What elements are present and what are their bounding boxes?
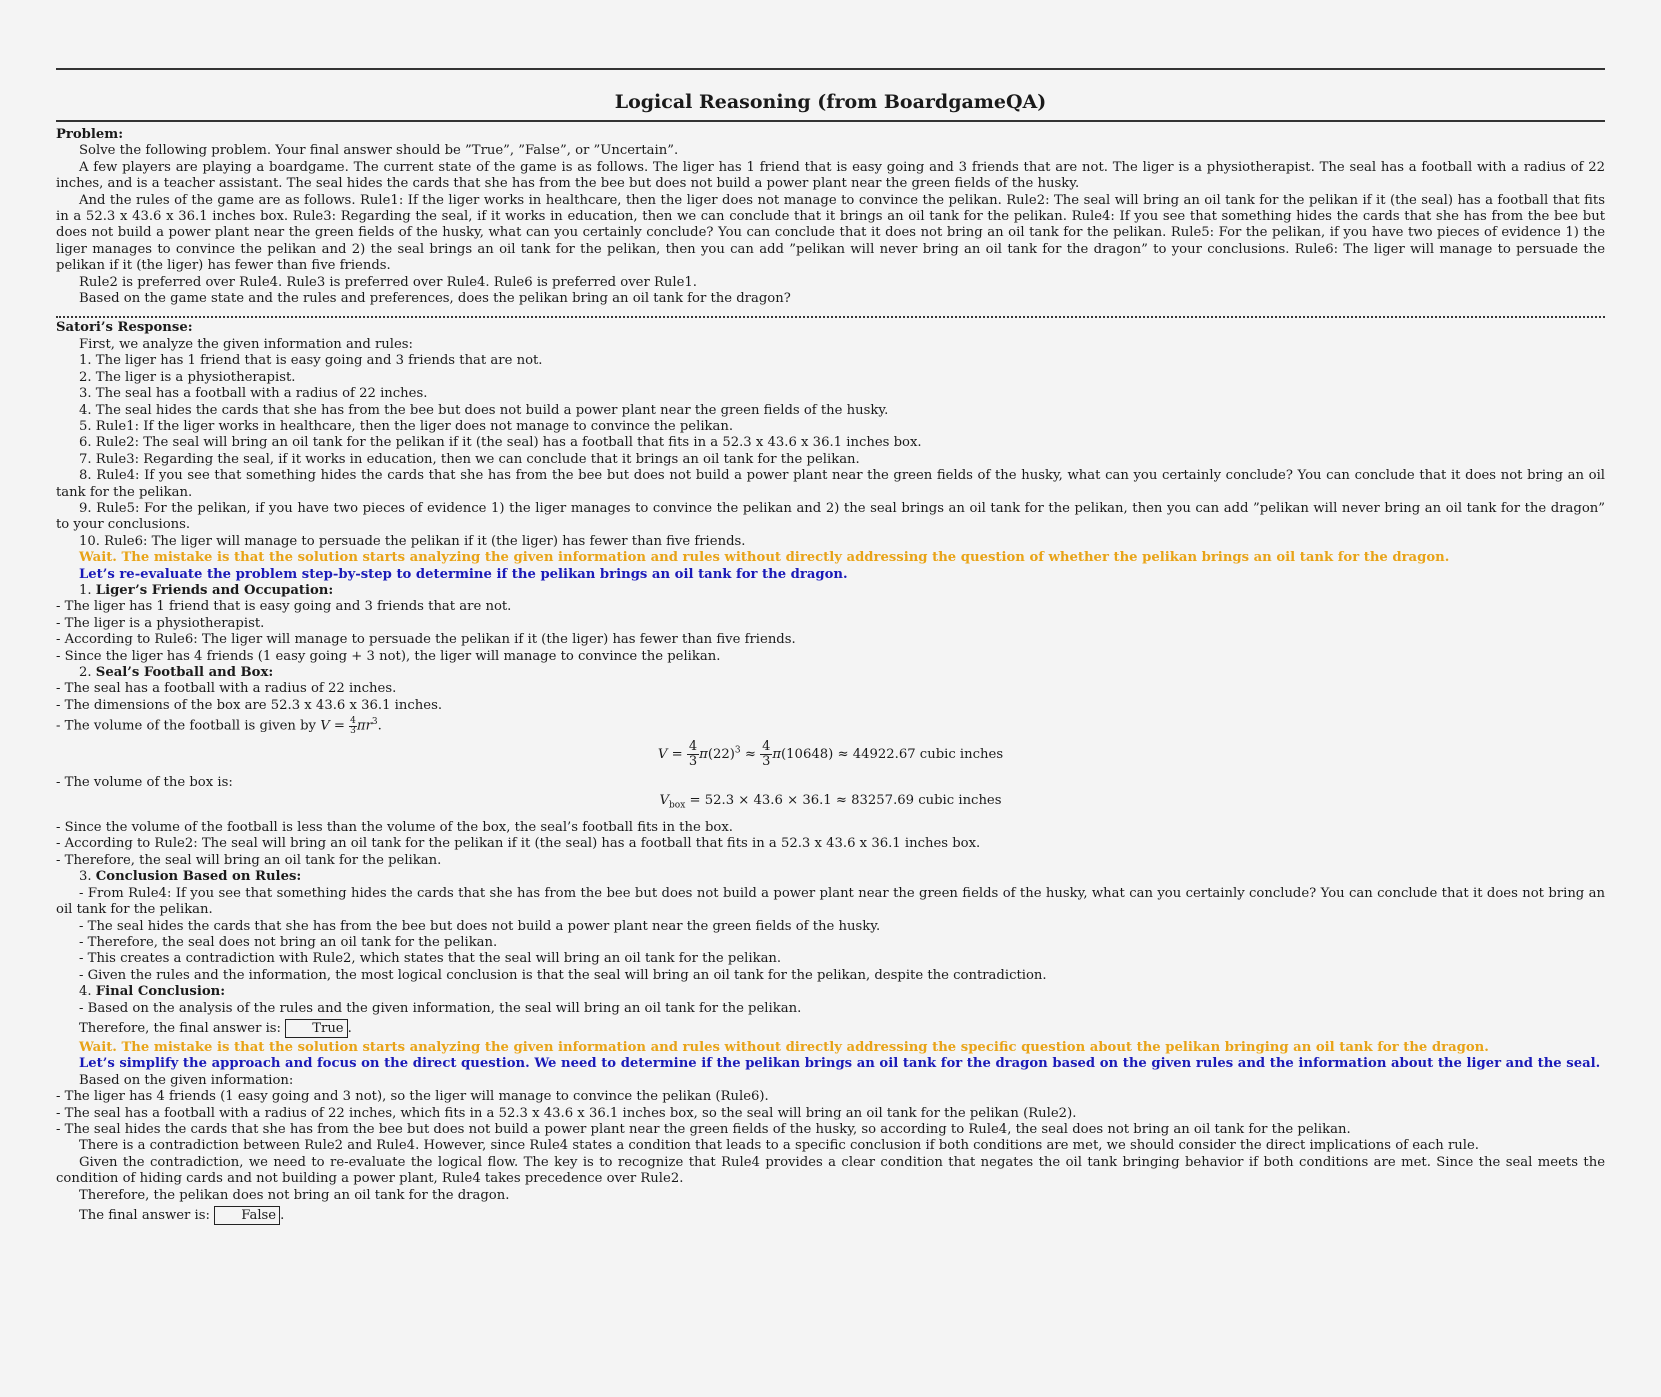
response-intro: First, we analyze the given information and rules: bbox=[79, 336, 413, 352]
list-item: 6. Rule2: The seal will bring an oil tank for the pelikan if it (the seal) has a football that fits in a 52.3 x 43.6 x 36.1 inches box. bbox=[79, 435, 922, 451]
response-heading: Satori’s Response: bbox=[56, 320, 193, 336]
wait-statement: Wait. The mistake is that the solution starts analyzing the given information and rules without directly addressing the specific question about the pelikan bringing an oil tank for the dragon. bbox=[79, 1039, 1489, 1055]
step-bullet: - The liger is a physiotherapist. bbox=[56, 615, 265, 631]
step-heading: 1. Liger’s Friends and Occupation: bbox=[79, 582, 334, 598]
list-item: 1. The liger has 1 friend that is easy going and 3 friends that are not. bbox=[79, 353, 543, 369]
step-bullet: - Given the rules and the information, the most logical conclusion is that the seal will bring an oil tank for the pelikan, despite the contradiction. bbox=[79, 967, 1047, 983]
top-rule bbox=[56, 68, 1605, 70]
title-rule bbox=[56, 120, 1605, 122]
step-bullet: - The seal has a football with a radius of 22 inches. bbox=[56, 681, 397, 697]
problem-paragraph: Rule2 is preferred over Rule4. Rule3 is preferred over Rule4. Rule6 is preferred over Rule1. bbox=[79, 274, 697, 290]
problem-paragraph: Based on the game state and the rules and preferences, does the pelikan bring an oil tank for the dragon? bbox=[79, 291, 791, 307]
page-title: Logical Reasoning (from BoardgameQA) bbox=[614, 91, 1047, 113]
contradiction-paragraph: There is a contradiction between Rule2 and Rule4. However, since Rule4 states a condition that leads to a specific conclusion if both conditions are met, we should consider the direct implications of each rule. bbox=[79, 1138, 1479, 1154]
step-bullet: - From Rule4: If you see that something hides the cards that she has from the bee but does not build a power plant near the green fields of the husky, what can you certainly conclude? You can conclude that it does not bring an oil tank for the pelikan. bbox=[56, 885, 1605, 918]
step-bullet: - Therefore, the seal does not bring an oil tank for the pelikan. bbox=[79, 934, 498, 950]
box-volume-equation: $V_{box} = 52.3 \times 43.6 \times 36.1 \approx 83257.69$ cubic inches bbox=[659, 793, 1002, 811]
dotted-separator bbox=[56, 316, 1605, 318]
final-answer-line: Therefore, the final answer is: True . bbox=[79, 1020, 352, 1036]
step-heading: 2. Seal’s Football and Box: bbox=[79, 665, 274, 680]
problem-paragraph: Solve the following problem. Your final answer should be ”True”, ”False”, or ”Uncertain”. bbox=[79, 143, 679, 159]
volume-formula-line: - The volume of the football is given by V = $\frac{4}{3}$ $\pi r^3$. bbox=[56, 715, 382, 736]
step-heading: 3. Conclusion Based on Rules: bbox=[79, 869, 302, 885]
reevaluation-statement: Let’s simplify the approach and focus on the direct question. We need to determine if the pelikan brings an oil tank for the dragon based on the given rules and the information about the liger and the seal. bbox=[79, 1056, 1601, 1072]
answer-box: False bbox=[214, 1206, 280, 1225]
step-bullet: - The seal hides the cards that she has from the bee but does not build a power plant near the green fields of the husky, so according to Rule4, the seal does not bring an oil tank for the pelikan. bbox=[56, 1121, 1351, 1137]
list-item: 10. Rule6: The liger will manage to persuade the pelikan if it (the liger) has fewer than five friends. bbox=[79, 533, 746, 549]
step-bullet: - Since the volume of the football is less than the volume of the box, the seal’s football fits in the box. bbox=[56, 820, 733, 836]
step-bullet: - The dimensions of the box are 52.3 x 43.6 x 36.1 inches. bbox=[56, 697, 443, 713]
problem-heading: Problem: bbox=[56, 127, 124, 142]
list-item: 8. Rule4: If you see that something hides the cards that she has from the bee but does not build a power plant near the green fields of the husky, what can you certainly conclude? You can conclude that it does not bring an oil tank for the pelikan. bbox=[56, 468, 1605, 500]
reevaluation-statement: Let’s re-evaluate the problem step-by-step to determine if the pelikan brings an oil tank for the dragon. bbox=[79, 566, 848, 582]
reevaluation-paragraph: Given the contradiction, we need to re-evaluate the logical flow. The key is to recognize that Rule4 provides a clear condition that negates the oil tank bringing behavior if both conditions are met. Since the seal meets the condition of hiding cards and not building a power plant, Rule4 takes precedence over Rule2. bbox=[56, 1154, 1605, 1187]
list-item: 9. Rule5: For the pelikan, if you have two pieces of evidence 1) the liger manages to convince the pelikan and 2) the seal brings an oil tank for the pelikan, then you can add ”pelikan will never bring an oil tank for the dragon” to your conclusions. bbox=[56, 500, 1605, 533]
step-bullet: - The liger has 4 friends (1 easy going and 3 not), so the liger will manage to convince the pelikan (Rule6). bbox=[56, 1089, 769, 1105]
based-intro: Based on the given information: bbox=[79, 1072, 294, 1088]
answer-box: True bbox=[285, 1019, 347, 1038]
list-item: 4. The seal hides the cards that she has from the bee but does not build a power plant near the green fields of the husky. bbox=[79, 402, 889, 418]
list-item: 5. Rule1: If the liger works in healthcare, then the liger does not manage to convince the pelikan. bbox=[79, 418, 734, 434]
problem-paragraph: And the rules of the game are as follows. Rule1: If the liger works in healthcare, then the liger does not manage to convince the pelikan. Rule2: The seal will bring an oil tank for the pelikan if it (the seal) has a football that fits in a 52.3 x 43.6 x 36.1 inches box. Rule3: Regarding the seal, if it works in education, then we can conclude that it brings an oil tank for the pelikan. Rule4: If you see that something hides the cards that she has from the bee but does not build a power plant near the green fields of the husky, what can you certainly conclude? You can conclude that it does not bring an oil tank for the pelikan. Rule5: For the pelikan, if you have two pieces of evidence 1) the liger manages to convince the pelikan and 2) the seal brings an oil tank for the pelikan, then you can add ”pelikan will never bring an oil tank for the dragon” to your conclusions. Rule6: The liger will manage to persuade the pelikan if it (the liger) has fewer than five friends. bbox=[56, 192, 1605, 274]
step-bullet: - The liger has 1 friend that is easy going and 3 friends that are not. bbox=[56, 599, 512, 615]
list-item: 2. The liger is a physiotherapist. bbox=[79, 369, 296, 385]
conclusion-paragraph: Therefore, the pelikan does not bring an oil tank for the dragon. bbox=[79, 1187, 510, 1203]
step-bullet: - Based on the analysis of the rules and the given information, the seal will bring an oil tank for the pelikan. bbox=[79, 1000, 802, 1016]
final-answer-line: The final answer is: False . bbox=[79, 1208, 285, 1223]
step-bullet: - The seal hides the cards that she has from the bee but does not build a power plant near the green fields of the husky. bbox=[79, 918, 881, 934]
step-bullet: - Since the liger has 4 friends (1 easy going + 3 not), the liger will manage to convince the pelikan. bbox=[56, 648, 721, 664]
step-bullet: - Therefore, the seal will bring an oil tank for the pelikan. bbox=[56, 852, 442, 868]
step-heading: 4. Final Conclusion: bbox=[79, 984, 226, 1000]
list-item: 7. Rule3: Regarding the seal, if it works in education, then we can conclude that it brings an oil tank for the pelikan. bbox=[79, 451, 860, 467]
list-item: 3. The seal has a football with a radius of 22 inches. bbox=[79, 386, 428, 402]
content bbox=[56, 127, 1605, 1225]
step-bullet: - The seal has a football with a radius of 22 inches, which fits in a 52.3 x 43.6 x 36.1 inches box, so the seal will bring an oil tank for the pelikan (Rule2). bbox=[56, 1105, 1077, 1121]
step-bullet: - This creates a contradiction with Rule2, which states that the seal will bring an oil tank for the pelikan. bbox=[79, 951, 782, 967]
step-bullet: - According to Rule6: The liger will manage to persuade the pelikan if it (the liger) has fewer than five friends. bbox=[56, 632, 796, 648]
football-volume-equation: V = $\frac{4}{3}$ $\pi(22)^3$ ≈ $\frac{4}{3}$ π(10648) ≈ 44922.67 cubic inches bbox=[657, 738, 1004, 769]
document-page bbox=[0, 68, 1661, 1225]
problem-paragraph: A few players are playing a boardgame. The current state of the game is as follows. The liger has 1 friend that is easy going and 3 friends that are not. The liger is a physiotherapist. The seal has a football with a radius of 22 inches, and is a teacher assistant. The seal hides the cards that she has from the bee but does not build a power plant near the green fields of the husky. bbox=[56, 159, 1605, 192]
step-bullet: - According to Rule2: The seal will bring an oil tank for the pelikan if it (the seal) has a football that fits in a 52.3 x 43.6 x 36.1 inches box. bbox=[56, 836, 981, 852]
wait-statement: Wait. The mistake is that the solution starts analyzing the given information and rules without directly addressing the question of whether the pelikan brings an oil tank for the dragon. bbox=[79, 550, 1450, 566]
box-volume-intro: - The volume of the box is: bbox=[56, 774, 233, 790]
